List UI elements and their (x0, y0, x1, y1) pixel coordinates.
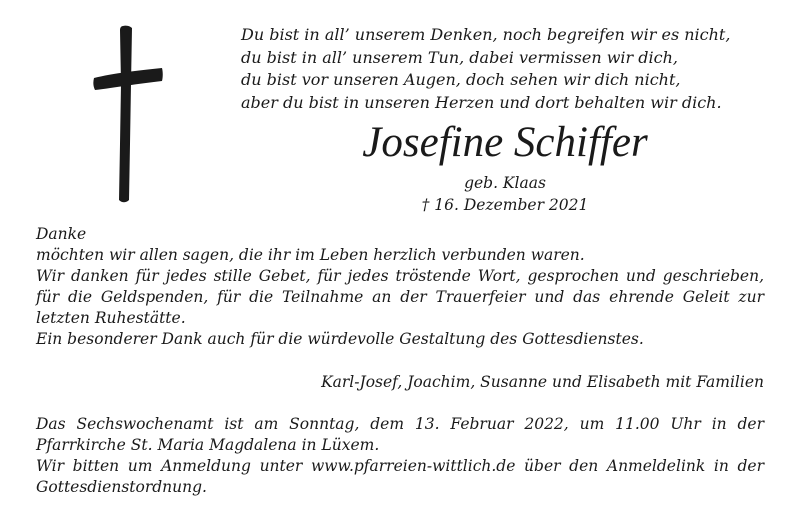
service-line: Wir bitten um Anmeldung unter www.pfarreien-wittlich.de über den Anmeldelink in der (36, 457, 764, 475)
thanks-line: möchten wir allen sagen, die ihr im Leben herzlich verbunden waren. (36, 246, 585, 264)
service-line: Das Sechswochenamt ist am Sonntag, dem 13. Februar 2022, um 11.00 Uhr in der (36, 415, 764, 433)
cross-icon (92, 24, 164, 204)
service-line: Pfarrkirche St. Maria Magdalena in Lüxem. (36, 436, 380, 454)
thanks-line: Danke (36, 225, 87, 243)
memorial-verse (241, 24, 771, 114)
verse-line: Du bist in all’ unserem Denken, noch begreifen wir es nicht, (241, 25, 731, 44)
verse-line: du bist vor unseren Augen, doch sehen wir dich nicht, (241, 70, 681, 89)
service-line: Gottesdienstordnung. (36, 478, 207, 496)
thanks-line: Wir danken für jedes stille Gebet, für jedes tröstende Wort, gesprochen und geschrieben, (36, 267, 764, 285)
maiden-name: geb. Klaas (464, 174, 546, 192)
signers: Karl-Josef, Joachim, Susanne und Elisabeth mit Familien (321, 373, 764, 391)
deceased-name: Josefine Schiffer (362, 119, 648, 166)
thanks-line: für die Geldspenden, für die Teilnahme an der Trauerfeier und das ehrende Geleit zur (36, 288, 764, 306)
verse-line: aber du bist in unseren Herzen und dort behalten wir dich. (241, 92, 722, 112)
death-date: † 16. Dezember 2021 (421, 196, 589, 214)
service-announcement (36, 414, 764, 498)
thanks-line: Ein besonderer Dank auch für die würdevolle Gestaltung des Gottesdienstes. (36, 330, 644, 348)
verse-line: du bist in all’ unserem Tun, dabei vermissen wir dich, (241, 47, 678, 67)
thanks-text (36, 224, 764, 350)
thanks-line: letzten Ruhestätte. (36, 309, 186, 327)
